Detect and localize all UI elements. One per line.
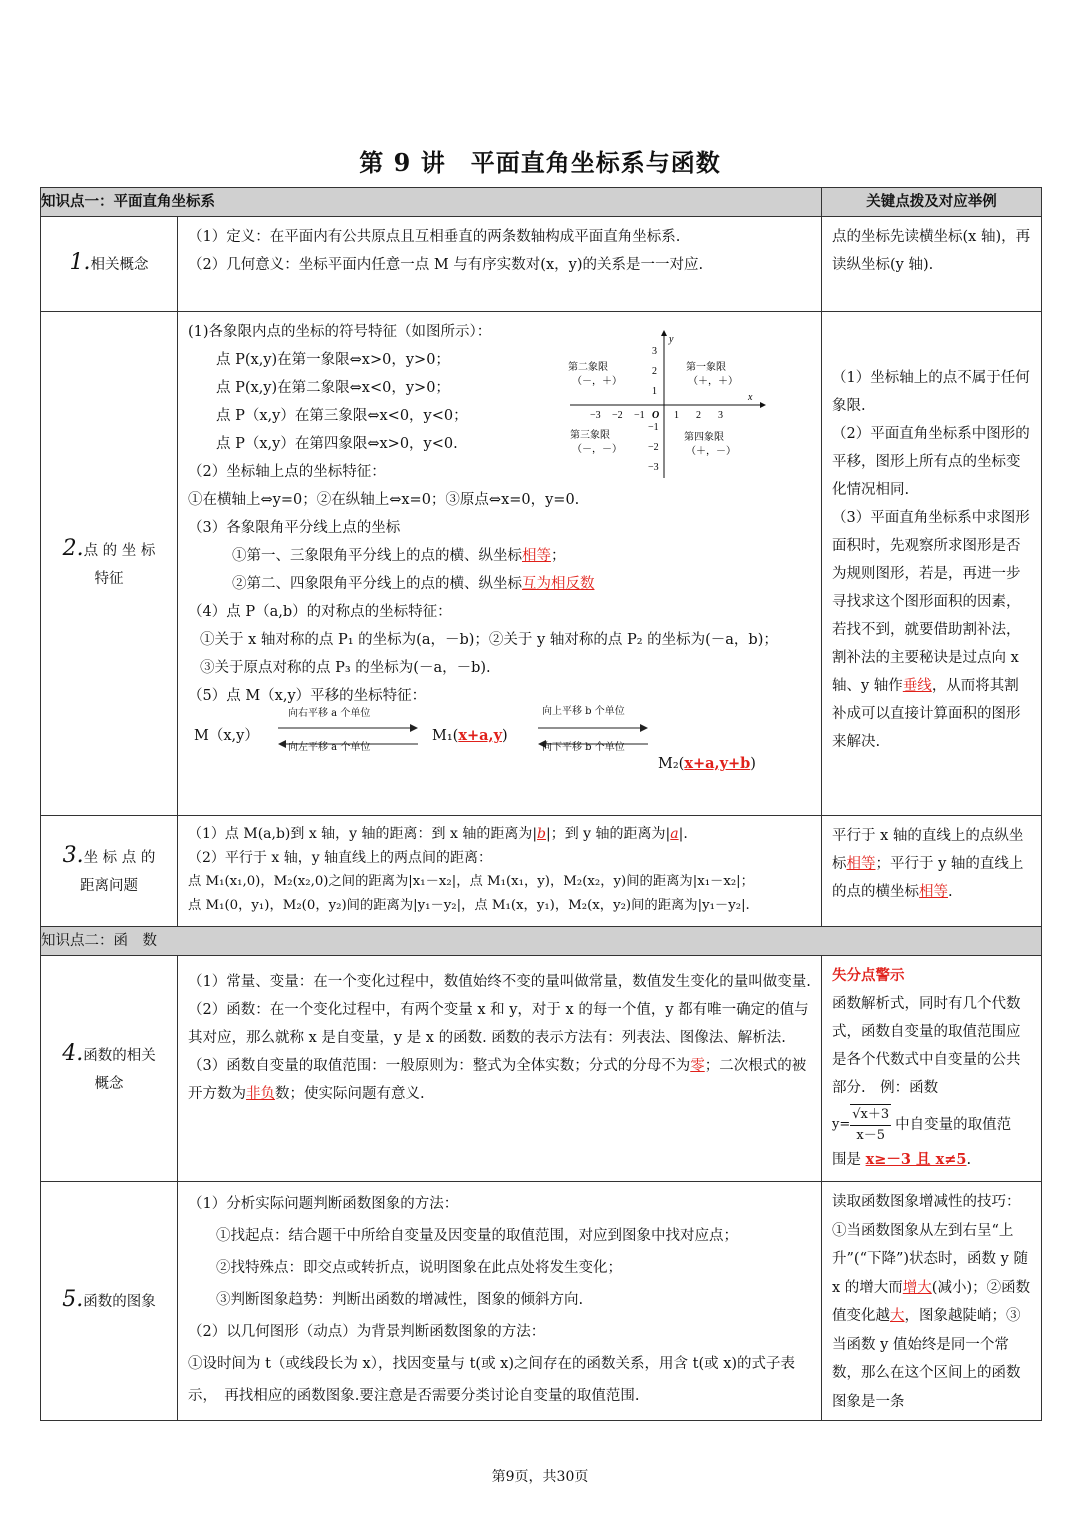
svg-text:1: 1 — [652, 386, 657, 397]
svg-text:−2: −2 — [648, 442, 659, 453]
quadrant-4-label: 第四象限 — [684, 432, 724, 443]
section-title: 知识点一：平面直角坐标系 — [41, 188, 822, 217]
section-title: 知识点二：函 数 — [41, 927, 1042, 956]
svg-text:2: 2 — [696, 410, 701, 421]
page-footer: 第9页，共30页 — [491, 1469, 589, 1485]
row-side: （1）坐标轴上的点不属于任何象限. （2）平面直角坐标系中图形的平移，图形上所有点的坐标变化情况相同. （3）平面直角坐标系中求图形面积时，先观察所求图形是否为规则图形，若是，再进一步寻找求这个图形面积的因素，若找不到，就要借助割补法，割补法的主要秘诀是过点向 x 轴、y 轴作垂线，从而将其割补成可以直接计算面积的图形来解决. — [822, 312, 1042, 816]
svg-text:−1: −1 — [648, 422, 659, 433]
row-distance — [41, 816, 1042, 927]
row-side: 平行于 x 轴的直线上的点纵坐标相等；平行于 y 轴的直线上的点的横坐标相等. — [822, 816, 1042, 927]
row-label: 5.函数的图象 — [41, 1182, 178, 1421]
row-side: 失分点警示 函数解析式，同时有几个代数式，函数自变量的取值范围应是各个代数式中自变量的公共部分. 例：函数 y= $\frac{√x+3}{x-5}$ 中自变量的取值范 围是 x≥－3 且 x≠5. — [822, 956, 1042, 1182]
quadrant-4-sign: （＋，－） — [686, 446, 736, 457]
row-label: 4.函数的相关 概念 — [41, 956, 178, 1182]
svg-text:−3: −3 — [648, 462, 659, 473]
row-body: （1）分析实际问题判断函数图象的方法： ①找起点：结合题干中所给自变量及因变量的取值范围，对应到图象中找对应点； ②找特殊点：即交点或转折点，说明图象在此点处将发生变化； ③判断图象趋势：判断出函数的增减性，图象的倾斜方向. （2）以几何图形（动点）为背景判断函数图象的方法： ①设时间为 t（或线段长为 x），找因变量与 t(或 x)之间存在的函数关系，用含 t(或 x)的式子表示， 再找相应的函数图象.要注意是否需要分类讨论自变量的取值范围. — [178, 1182, 822, 1421]
row-function-graph — [41, 1182, 1042, 1421]
quadrant-3-label: 第三象限 — [570, 430, 610, 441]
y-axis-label: y — [669, 334, 674, 345]
page-title: 第 9 讲 平面直角坐标系与函数 — [359, 148, 721, 177]
side-header: 关键点拨及对应举例 — [822, 188, 1042, 217]
row-body: (1)各象限内点的坐标的符号特征（如图所示）： 点 P(x,y)在第一象限⇔x>0，y>0； 点 P(x,y)在第二象限⇔x<0，y>0； 点 P（x,y）在第三象限⇔x<0，y<0； 点 P（x,y）在第四象限⇔x>0，y<0. （2）坐标轴上点的坐标特征： ①在横轴上⇔y=0；②在纵轴上⇔x=0；③原点⇔x=0，y=0. （3）各象限角平分线上点的坐标 ①第一、三象限角平分线上的点的横、纵坐标相等； ②第二、四象限角平分线上的点的横、纵坐标互为相反数 （4）点 P（a,b）的对称点的坐标特征： ①关于 x 轴对称的点 P₁ 的坐标为(a，－b)；②关于 y 轴对称的点 P₂ 的坐标为(－a，b)； ③关于原点对称的点 P₃ 的坐标为(－a，－b). （5）点 M（x,y）平移的坐标特征： M（x,y） 向右平移 a 个单位 向左平移 a 个单位 M₁(x+a,y) 向上平移 b 个单位 向下平移 b 个单位 M₂(x+a,y+b) x y O 1 2 3 −3 −2 −1 1 2 3 −1 −2 −3 第二象限 （－，＋） 第一象限 （＋，＋） 第三象限 （－，－） 第四象限 （＋，－） — [178, 312, 822, 816]
row-body: （1）常量、变量：在一个变化过程中，数值始终不变的量叫做常量，数值发生变化的量叫做变量. （2）函数：在一个变化过程中，有两个变量 x 和 y，对于 x 的每一个值，y 都有唯一确定的值与其对应，那么就称 x 是自变量，y 是 x 的函数. 函数的表示方法有：列表法、图像法、解析法. （3）函数自变量的取值范围：一般原则为：整式为全体实数；分式的分母不为零；二次根式的被开方数为非负数；使实际问题有意义. — [178, 956, 822, 1182]
row-side: 读取函数图象增减性的技巧：①当函数图象从左到右呈“上升”(“下降”)状态时，函数 y 随 x 的增大而增大(减小)；②函数值变化越大，图象越陡峭；③当函数 y 值始终是同一个常数，那么在这个区间上的函数图象是一条 — [822, 1182, 1042, 1421]
coordinate-system-diagram — [568, 330, 768, 480]
origin-label: O — [652, 410, 660, 421]
svg-text:3: 3 — [652, 346, 657, 357]
x-axis-label: x — [748, 392, 753, 403]
translation-diagram: M（x,y） 向右平移 a 个单位 向左平移 a 个单位 M₁(x+a,y) 向上平移 b 个单位 向下平移 b 个单位 M₂(x+a,y+b) — [194, 706, 756, 772]
row-body: （1）定义：在平面内有公共原点且互相垂直的两条数轴构成平面直角坐标系. （2）几何意义：坐标平面内任意一点 M 与有序实数对(x，y)的关系是一一对应. — [178, 217, 822, 312]
row-function-concepts — [41, 956, 1042, 1182]
example-fraction: y= $\frac{√x+3}{x-5}$ 中自变量的取值范 — [832, 1104, 1033, 1146]
row-concepts — [41, 217, 1042, 312]
quadrant-2-sign: （－，＋） — [572, 376, 622, 387]
svg-text:1: 1 — [674, 410, 679, 421]
row-label: 2.点 的 坐 标 特征 — [41, 312, 178, 816]
svg-text:−3: −3 — [590, 410, 601, 421]
section-header-2 — [41, 927, 1042, 956]
svg-text:−1: −1 — [634, 410, 645, 421]
row-side: 点的坐标先读横坐标(x 轴)，再读纵坐标(y 轴). — [822, 217, 1042, 312]
quadrant-1-label: 第一象限 — [686, 362, 726, 373]
svg-text:3: 3 — [718, 410, 723, 421]
row-label: 1.相关概念 — [41, 217, 178, 312]
row-point-coordinates — [41, 312, 1042, 816]
svg-text:2: 2 — [652, 366, 657, 377]
row-label: 3.坐 标 点 的 距离问题 — [41, 816, 178, 927]
quadrant-1-sign: （＋，＋） — [688, 376, 738, 387]
row-body: （1）点 M(a,b)到 x 轴，y 轴的距离：到 x 轴的距离为|b|；到 y 轴的距离为|a|. （2）平行于 x 轴，y 轴直线上的两点间的距离： 点 M₁(x₁,0)，M₂(x₂,0)之间的距离为|x₁－x₂|，点 M₁(x₁，y)，M₂(x₂，y)间的距离为|x₁－x₂|； 点 M₁(0，y₁)，M₂(0，y₂)间的距离为|y₁－y₂|，点 M₁(x，y₁)，M₂(x，y₂)间的距离为|y₁－y₂|. — [178, 816, 822, 927]
knowledge-table — [40, 187, 1042, 1421]
quadrant-2-label: 第二象限 — [568, 362, 608, 373]
svg-text:−2: −2 — [612, 410, 623, 421]
quadrant-3-sign: （－，－） — [572, 444, 622, 455]
section-header-1 — [41, 188, 1042, 217]
warning-title: 失分点警示 — [832, 967, 905, 984]
